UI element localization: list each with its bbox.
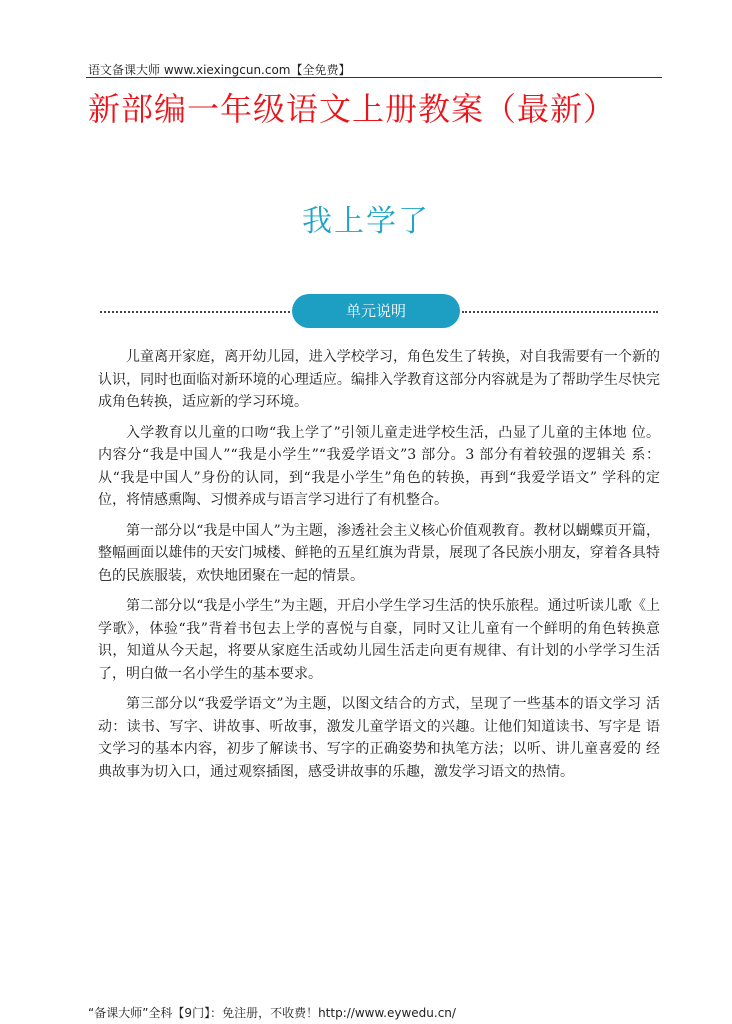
document-title: 新部编一年级语文上册教案（最新） [88,90,617,128]
page-header-text: 语文备课大师 www.xiexingcun.com【全免费】 [88,63,351,77]
header-divider [86,77,662,78]
paragraph: 第一部分以“我是中国人”为主题，渗透社会主义核心价值观教育。教材以蝴蝶页开篇，整幅画面以雄伟的天安门城楼、鲜艳的五星红旗为背景，展现了各民族小朋友，穿着各具特色的民族服装，欢快地团聚在一起的情景。 [98,522,660,584]
paragraph: 儿童离开家庭，离开幼儿园，进入学校学习，角色发生了转换，对自我需要有一个新的认识，同时也面临对新环境的心理适应。编排入学教育这部分内容就是为了帮助学生尽快完成角色转换，适应新的学习环境。 [98,349,660,410]
lesson-title: 我上学了 [302,204,430,239]
section-label-badge: 单元说明 [292,294,460,328]
paragraph: 第三部分以“我爱学语文”为主题，以图文结合的方式，呈现了一些基本的语文学习 活动：读书、写字、讲故事、听故事，激发儿童学语文的兴趣。让他们知道读书、写字是 语文学习的基本内容，初步了解读书、写字的正确姿势和执笔方法；以听、讲儿童喜爱的 经典故事为切入口，通过观察插图，感受讲故事的乐趣，激发学习语文的热情。 [98,696,660,780]
section-header [100,294,660,328]
paragraph: 第二部分以“我是小学生”为主题，开启小学生学习生活的快乐旅程。通过听读儿歌《上学歌》，体验“我”背着书包去上学的喜悦与自豪，同时又让儿童有一个鲜明的角色转换意识，知道从今天起，将要从家庭生活或幼儿园生活走向更有规律、有计划的小学学习生活了，明白做一名小学生的基本要求。 [98,598,660,682]
dotted-divider-left [100,311,290,313]
page-footer-text: “备课大师”全科【9门】：免注册，不收费！http://www.eywedu.cn/ [88,1006,456,1020]
paragraph: 入学教育以儿童的口吻“我上学了”引领儿童走进学校生活，凸显了儿童的主体地 位。内容分“我是中国人”“我是小学生”“我爱学语文”3 部分。3 部分有着较强的逻辑关 系：从“我是中国人”身份的认同，到“我是小学生”角色的转换，再到“我爱学语文” 学科的定位，将情感熏陶、习惯养成与语言学习进行了有机整合。 [98,424,660,508]
body-text [98,346,660,791]
dotted-divider-right [462,311,658,313]
